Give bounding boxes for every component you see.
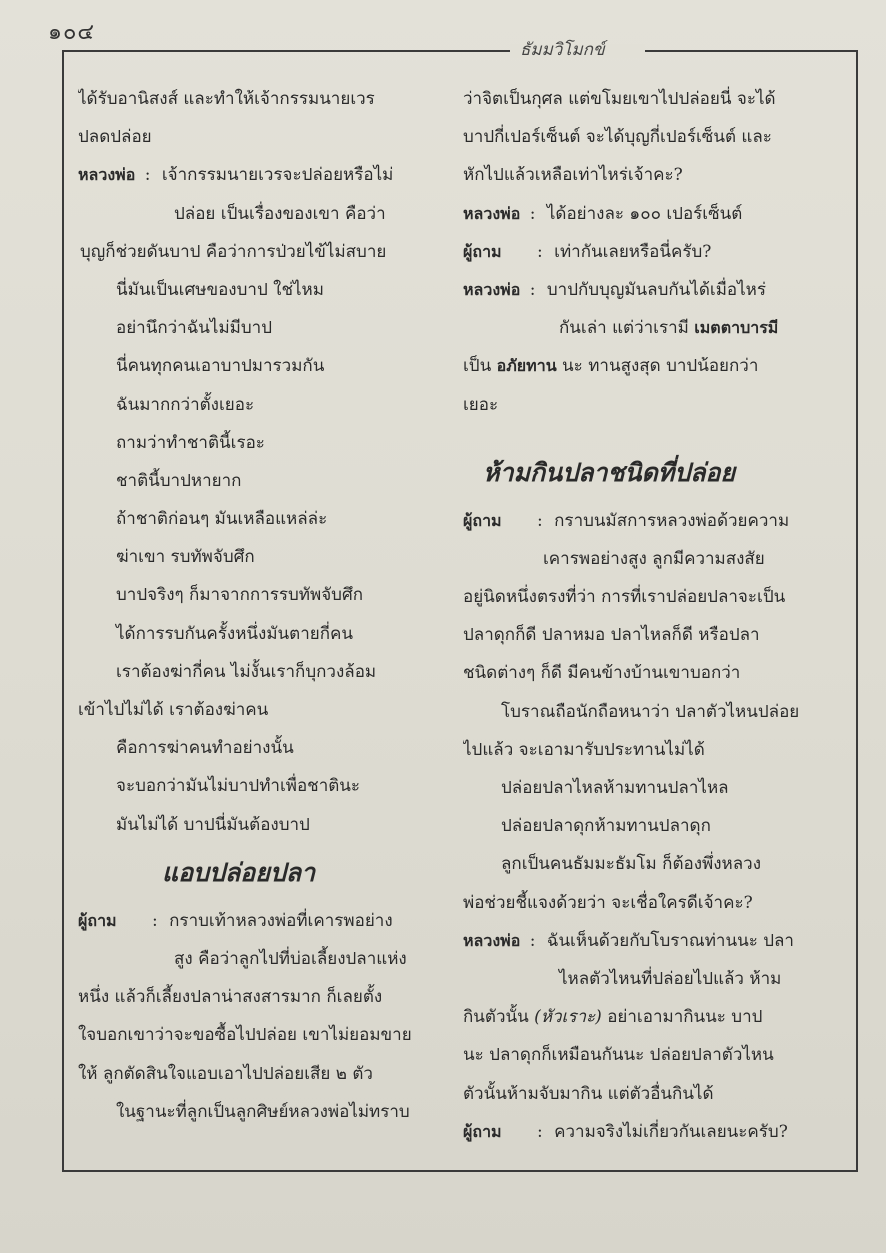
text-line: พ่อช่วยชี้แจงด้วยว่า จะเชื่อใครดีเจ้าคะ? [463,892,753,913]
text-line: บาปจริงๆ ก็มาจากการรบทัพจับศึก [116,585,364,606]
text-line: ชาตินี้บาปหายาก [116,470,242,491]
text-line: ปล่อยปลาดุกห้ามทานปลาดุก [501,816,711,837]
speaker-label: ผู้ถาม [463,510,502,530]
text-segment: กินตัวนั้น [463,1007,535,1028]
text-line: เคารพอย่างสูง ลูกมีความสงสัย [543,548,765,569]
text-line: ถามว่าทำชาตินี้เรอะ [116,432,265,453]
emphasis-text: เมตตาบารมี [694,318,779,338]
text-line: ว่าจิตเป็นกุศล แต่ขโมยเขาไปปล่อยนี่ จะได้ [463,89,776,109]
text-line: ลูกเป็นคนธัมมะธัมโม ก็ต้องพึ่งหลวง [501,854,761,875]
text-line: นี่มันเป็นเศษของบาป ใช่ไหม [116,279,324,300]
section-heading: ห้ามกินปลาชนิดที่ปล่อย [483,457,736,487]
text-line: ได้รับอานิสงส์ และทำให้เจ้ากรรมนายเวร [78,89,375,109]
left-column [78,80,446,1131]
text-line: ไปแล้ว จะเอามารับประทานไม่ได้ [463,739,705,760]
spacer [463,424,843,444]
emphasis-text: อภัยทาน [496,356,557,376]
speaker-colon: : [529,203,536,224]
text-line: ถ้าชาติก่อนๆ มันเหลือแหล่ล่ะ [116,509,328,530]
dialogue-line [463,195,843,233]
aside-text: (หัวเราะ) [534,1007,602,1028]
text-line: สูง คือว่าลูกไปที่บ่อเลี้ยงปลาแห่ง [174,948,407,969]
dialogue-line [78,156,446,194]
text-line: หนึ่ง แล้วก็เลี้ยงปลาน่าสงสารมาก ก็เลยตั้ง [78,987,383,1008]
speaker-colon: : [529,930,536,951]
right-column [463,80,843,1151]
speaker-colon: : [144,165,151,186]
text-line: ปลดปล่อย [78,127,152,148]
text-line: ฆ่าเขา รบทัพจับศึก [116,547,255,568]
dialogue-line [463,271,843,309]
text-line: ได้การรบกันครั้งหนึ่งมันตายกี่คน [116,623,353,644]
text-line: โบราณถือนักถือหนาว่า ปลาตัวไหนปล่อย [501,701,800,722]
dialogue-text: ได้อย่างละ ๑๐๐ เปอร์เซ็นต์ [546,203,743,224]
text-line: หักไปแล้วเหลือเท่าไหร่เจ้าคะ? [463,165,683,186]
text-line: อย่านึกว่าฉันไม่มีบาป [116,318,273,339]
speaker-colon: : [537,510,543,531]
dialogue-text: เจ้ากรรมนายเวรจะปล่อยหรือไม่ [161,165,394,186]
text-line: นี่คนทุกคนเอาบาปมารวมกัน [116,356,325,377]
dialogue-line [463,1113,843,1151]
text-line: ชนิดต่างๆ ก็ดี มีคนข้างบ้านเขาบอกว่า [463,663,741,684]
text-segment: นะ ทานสูงสุด บาปน้อยกว่า [556,356,759,377]
text-segment: กันเล่า แต่ว่าเรามี [559,318,695,339]
dialogue-line [463,922,843,960]
text-line: จะบอกว่ามันไม่บาปทำเพื่อชาตินะ [116,776,361,797]
section-heading: แอบปล่อยปลา [162,857,316,887]
text-line: ในฐานะที่ลูกเป็นลูกศิษย์หลวงพ่อไม่ทราบ [116,1101,410,1122]
text-line: คือการฆ่าคนทำอย่างนั้น [116,738,294,759]
text-line: บาปกี่เปอร์เซ็นต์ จะได้บุญกี่เปอร์เซ็นต์ และ [463,127,772,148]
text-line: เยอะ [463,394,499,415]
text-line: บุญก็ช่วยดันบาป คือว่าการป่วยไข้ไม่สบาย [80,241,387,262]
text-line: ตัวนั้นห้ามจับมากิน แต่ตัวอื่นกินได้ [463,1083,714,1104]
dialogue-text: ความจริงไม่เกี่ยวกันเลยนะครับ? [554,1121,788,1142]
text-line: นะ ปลาดุกก็เหมือนกันนะ ปล่อยปลาตัวไหน [463,1045,774,1066]
speaker-colon: : [152,910,158,931]
speaker-label: หลวงพ่อ [463,203,521,223]
speaker-label: หลวงพ่อ [78,165,136,185]
text-line: ฉันมากกว่าตั้งเยอะ [116,394,255,415]
dialogue-line [463,233,843,271]
text-segment: อย่าเอามากินนะ บาป [601,1007,763,1028]
speaker-colon: : [537,241,543,262]
dialogue-text: ฉันเห็นด้วยกับโบราณท่านนะ ปลา [546,930,794,951]
text-line: เราต้องฆ่ากี่คน ไม่งั้นเราก็บุกวงล้อม [116,661,377,682]
dialogue-text: กราบเท้าหลวงพ่อที่เคารพอย่าง [169,910,393,931]
text-line: ปล่อย เป็นเรื่องของเขา คือว่า [174,203,386,224]
dialogue-text: บาปกับบุญมันลบกันได้เมื่อไหร่ [546,279,766,300]
text-segment: เป็น [463,356,497,377]
text-line: ปล่อยปลาไหลห้ามทานปลาไหล [501,778,729,798]
text-line: ไหลตัวไหนที่ปล่อยไปแล้ว ห้าม [559,968,782,989]
speaker-label: หลวงพ่อ [463,930,521,950]
running-head: ธัมมวิโมกข์ [520,40,605,60]
text-line: มันไม่ได้ บาปนี่มันต้องบาป [116,814,310,835]
text-line [463,998,843,1036]
dialogue-text: เท่ากันเลยหรือนี่ครับ? [554,241,712,262]
dialogue-line [78,902,446,940]
dialogue-line [463,502,843,540]
speaker-colon: : [537,1121,543,1142]
page-number: ๑๐๔ [48,20,96,45]
dialogue-text: กราบนมัสการหลวงพ่อด้วยความ [554,510,790,531]
speaker-label: หลวงพ่อ [463,279,521,299]
speaker-label: ผู้ถาม [78,910,117,930]
text-line: ปลาดุกก็ดี ปลาหมอ ปลาไหลก็ดี หรือปลา [463,625,760,646]
text-line: ให้ ลูกตัดสินใจแอบเอาไปปล่อยเสีย ๒ ตัว [78,1063,373,1084]
speaker-label: ผู้ถาม [463,241,502,261]
text-line: เข้าไปไม่ได้ เราต้องฆ่าคน [78,700,269,720]
speaker-label: ผู้ถาม [463,1121,502,1141]
text-line: อยู่นิดหนึ่งตรงที่ว่า การที่เราปล่อยปลาจะเป็น [463,587,786,608]
text-line [463,309,843,347]
text-line [463,347,843,385]
text-line: ใจบอกเขาว่าจะขอซื้อไปปล่อย เขาไม่ยอมขาย [78,1025,412,1046]
speaker-colon: : [529,279,536,300]
